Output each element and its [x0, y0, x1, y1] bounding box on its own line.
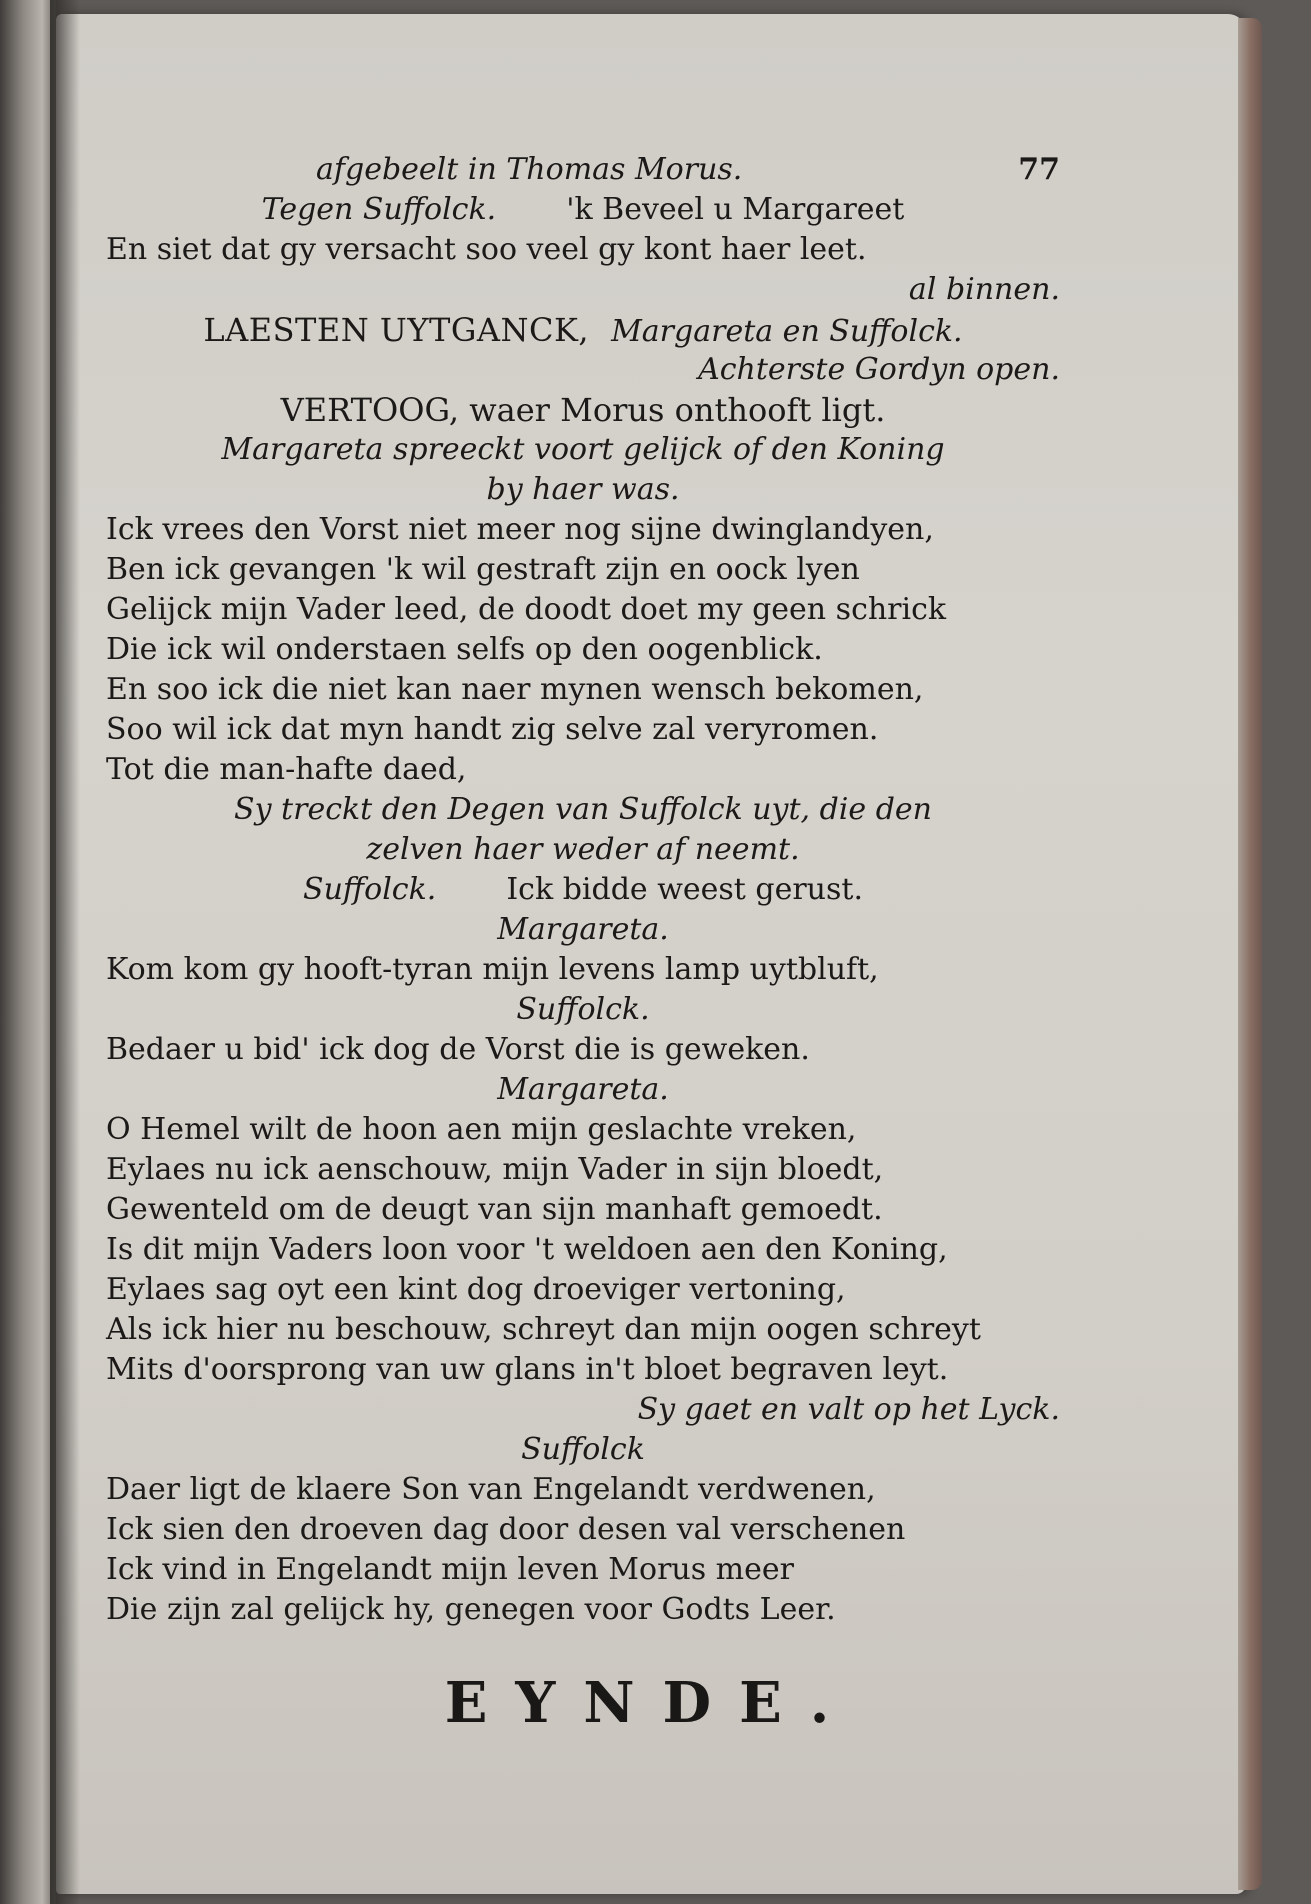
- speech-text: 'k Beveel u Margareet: [566, 192, 905, 227]
- page-number: 77: [1018, 152, 1060, 187]
- verse-line: Die ick wil onderstaen selfs op den oogenblick.: [106, 632, 823, 667]
- verse-line: Daer ligt de klaere Son van Engelandt verdwenen,: [106, 1472, 876, 1507]
- page-text: [106, 150, 1060, 1630]
- verse-line: Tot die man-hafte daed,: [106, 752, 467, 787]
- verse-line: Als ick hier nu beschouw, schreyt dan mijn oogen schreyt: [106, 1312, 981, 1347]
- scene-description: VERTOOG, waer Morus onthooft ligt.: [280, 391, 886, 429]
- scene-persons: Margareta en Suffolck.: [611, 314, 963, 349]
- verse-line: Soo wil ick dat myn handt zig selve zal veryromen.: [106, 712, 879, 747]
- verse-line: Eylaes nu ick aenschouw, mijn Vader in sijn bloedt,: [106, 1152, 884, 1187]
- verse-line: Ick vind in Engelandt mijn leven Morus meer: [106, 1552, 794, 1587]
- speech-line: [106, 190, 1060, 230]
- stage-direction: Suffolck: [521, 1432, 645, 1467]
- stage-direction: zelven haer weder af neemt.: [366, 832, 800, 867]
- verse-line: Bedaer u bid' ick dog de Vorst die is geweken.: [106, 1032, 810, 1067]
- stage-direction: by haer was.: [486, 472, 680, 507]
- speech-line: [106, 870, 1060, 910]
- stage-direction: Sy treckt den Degen van Suffolck uyt, die den: [234, 792, 932, 827]
- speech-text: Ick bidde weest gerust.: [506, 872, 863, 907]
- stage-direction: Suffolck.: [516, 992, 650, 1027]
- binding-gutter: [50, 0, 80, 1904]
- stage-direction: Margareta.: [497, 912, 669, 947]
- verse-line: Kom kom gy hooft-tyran mijn levens lamp uytbluft,: [106, 952, 879, 987]
- verse-line: En soo ick die niet kan naer mynen wensch bekomen,: [106, 672, 924, 707]
- page-fore-edge: [1238, 18, 1262, 1890]
- verse-line: En siet dat gy versacht soo veel gy kont haer leet.: [106, 232, 867, 267]
- verse-line: Die zijn zal gelijck hy, genegen voor Godts Leer.: [106, 1592, 836, 1627]
- speaker-name: Tegen Suffolck.: [261, 192, 497, 227]
- scene-heading: [106, 310, 1060, 350]
- facing-page-edge: [0, 0, 56, 1904]
- stage-direction: Margareta spreeckt voort gelijck of den Koning: [221, 432, 945, 467]
- verse-line: Gewenteld om de deugt van sijn manhaft gemoedt.: [106, 1192, 883, 1227]
- verse-line: O Hemel wilt de hoon aen mijn geslachte vreken,: [106, 1112, 857, 1147]
- finis-word: EYNDE.: [444, 1670, 858, 1736]
- verse-line: Gelijck mijn Vader leed, de doodt doet my geen schrick: [106, 592, 947, 627]
- verse-line: Ick vrees den Vorst niet meer nog sijne dwinglandyen,: [106, 512, 934, 547]
- running-header: [106, 150, 1060, 190]
- verse-line: Is dit mijn Vaders loon voor 't weldoen aen den Koning,: [106, 1232, 948, 1267]
- verse-line: Ick sien den droeven dag door desen val verschenen: [106, 1512, 906, 1547]
- speaker-name: Suffolck.: [303, 872, 437, 907]
- stage-direction: Achterste Gordyn open.: [698, 352, 1060, 387]
- verse-line: Mits d'oorsprong van uw glans in't bloet begraven leyt.: [106, 1352, 949, 1387]
- stage-direction: al binnen.: [908, 272, 1060, 307]
- verse-line: Eylaes sag oyt een kint dog droeviger vertoning,: [106, 1272, 846, 1307]
- running-title: afgebeelt in Thomas Morus.: [316, 152, 743, 187]
- stage-direction: Sy gaet en valt op het Lyck.: [637, 1392, 1060, 1427]
- stage-direction: Margareta.: [497, 1072, 669, 1107]
- verse-block: [106, 190, 1060, 1630]
- scene-title: LAESTEN UYTGANCK,: [203, 311, 590, 349]
- verse-line: Ben ick gevangen 'k wil gestraft zijn en oock lyen: [106, 552, 860, 587]
